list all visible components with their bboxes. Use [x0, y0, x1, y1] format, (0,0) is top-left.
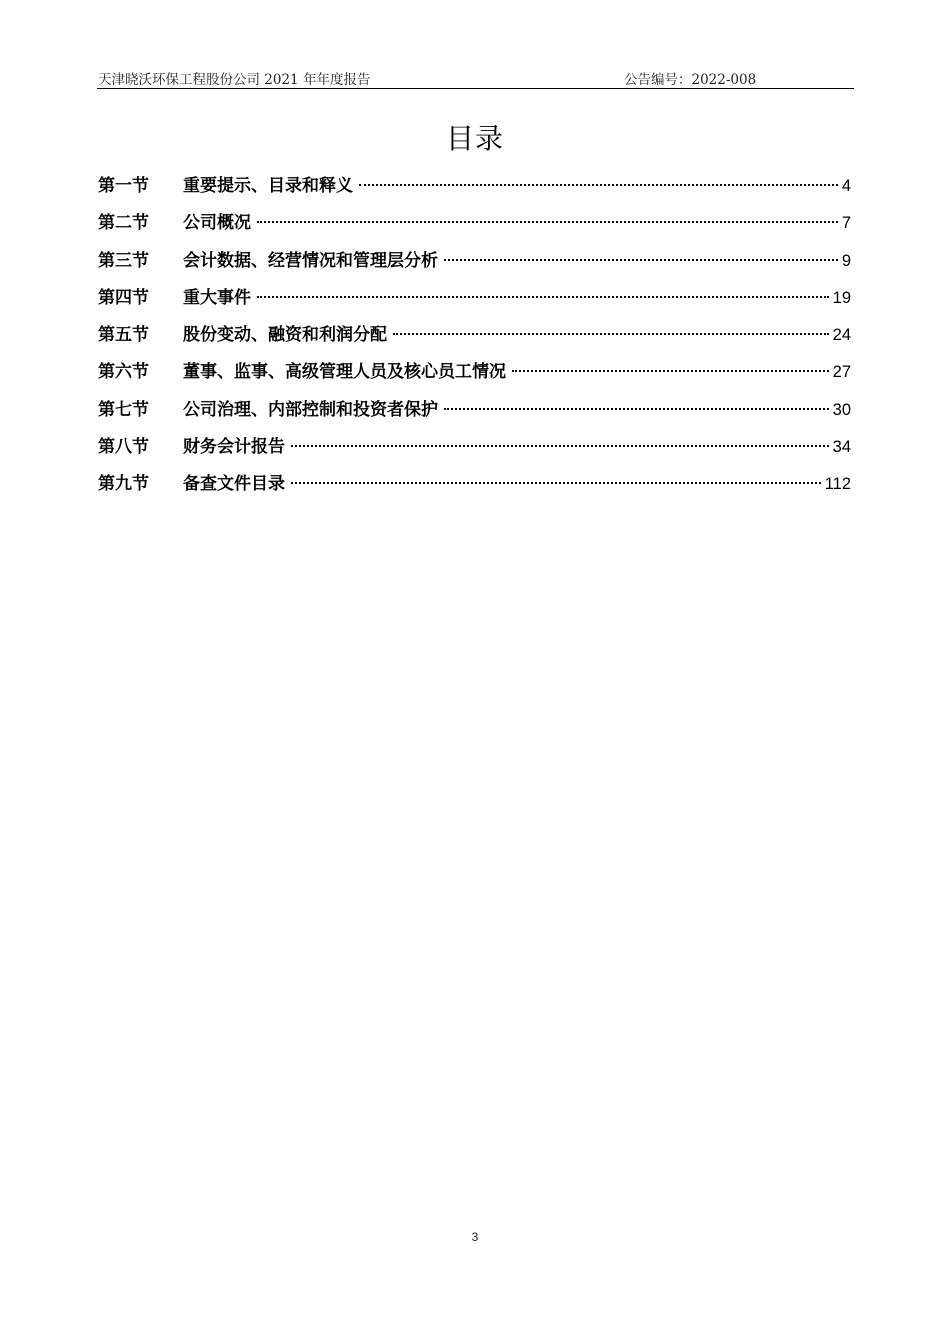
toc-section-number: 第三节: [98, 250, 149, 271]
toc-section-number: 第一节: [98, 176, 149, 196]
toc-page-number: 9: [841, 251, 851, 270]
toc-dot-leader: [444, 408, 829, 410]
toc-section-title: 股份变动、融资和利润分配: [183, 325, 387, 346]
toc-section-number: 第九节: [98, 474, 149, 495]
toc-section-title: 财务会计报告: [183, 437, 285, 458]
toc-section-number: 第四节: [98, 287, 149, 308]
toc-page-number: 24: [832, 326, 851, 345]
toc-page-number: 4: [841, 177, 851, 195]
toc-section-title: 公司概况: [183, 213, 251, 234]
toc-page-number: 7: [841, 214, 851, 233]
toc-section-number: 第七节: [98, 399, 149, 420]
toc-entry[interactable]: [98, 392, 851, 429]
toc-entry[interactable]: [98, 205, 851, 242]
toc-section-number: 第五节: [98, 325, 149, 346]
toc-dot-leader: [257, 221, 838, 223]
toc-dot-leader: [291, 482, 821, 484]
toc-page-number: 34: [832, 438, 851, 457]
toc-section-title: 重要提示、目录和释义: [183, 176, 353, 196]
toc-page-number: 27: [832, 363, 851, 382]
toc-section-number: 第二节: [98, 213, 149, 234]
header-company-report: 天津晓沃环保工程股份公司 2021 年年度报告: [98, 72, 371, 88]
toc-entry[interactable]: [98, 280, 851, 317]
toc-entry[interactable]: [98, 168, 851, 205]
toc-dot-leader: [393, 333, 829, 335]
toc-entry[interactable]: [98, 354, 851, 391]
toc-section-title: 董事、监事、高级管理人员及核心员工情况: [183, 362, 506, 383]
header-announcement-number: 公告编号：2022-008: [624, 72, 757, 88]
toc-entry[interactable]: [98, 317, 851, 354]
table-of-contents: [98, 168, 851, 504]
toc-page-number: 19: [832, 288, 851, 307]
toc-dot-leader: [444, 259, 838, 261]
toc-section-number: 第六节: [98, 362, 149, 383]
toc-section-title: 会计数据、经营情况和管理层分析: [183, 250, 438, 271]
toc-entry[interactable]: [98, 466, 851, 503]
toc-dot-leader: [291, 445, 829, 447]
page-title: 目录: [445, 122, 504, 155]
toc-page-number: 30: [832, 400, 851, 419]
toc-section-number: 第八节: [98, 437, 149, 458]
page-header: [97, 66, 854, 89]
toc-section-title: 重大事件: [183, 287, 251, 308]
toc-dot-leader: [257, 296, 829, 298]
toc-section-title: 公司治理、内部控制和投资者保护: [183, 399, 438, 420]
toc-section-title: 备查文件目录: [183, 474, 285, 495]
toc-dot-leader: [359, 184, 838, 186]
toc-page-number: 112: [824, 475, 851, 494]
toc-entry[interactable]: [98, 243, 851, 280]
toc-entry[interactable]: [98, 429, 851, 466]
toc-dot-leader: [512, 370, 829, 372]
footer-page-number: 3: [471, 1230, 479, 1244]
